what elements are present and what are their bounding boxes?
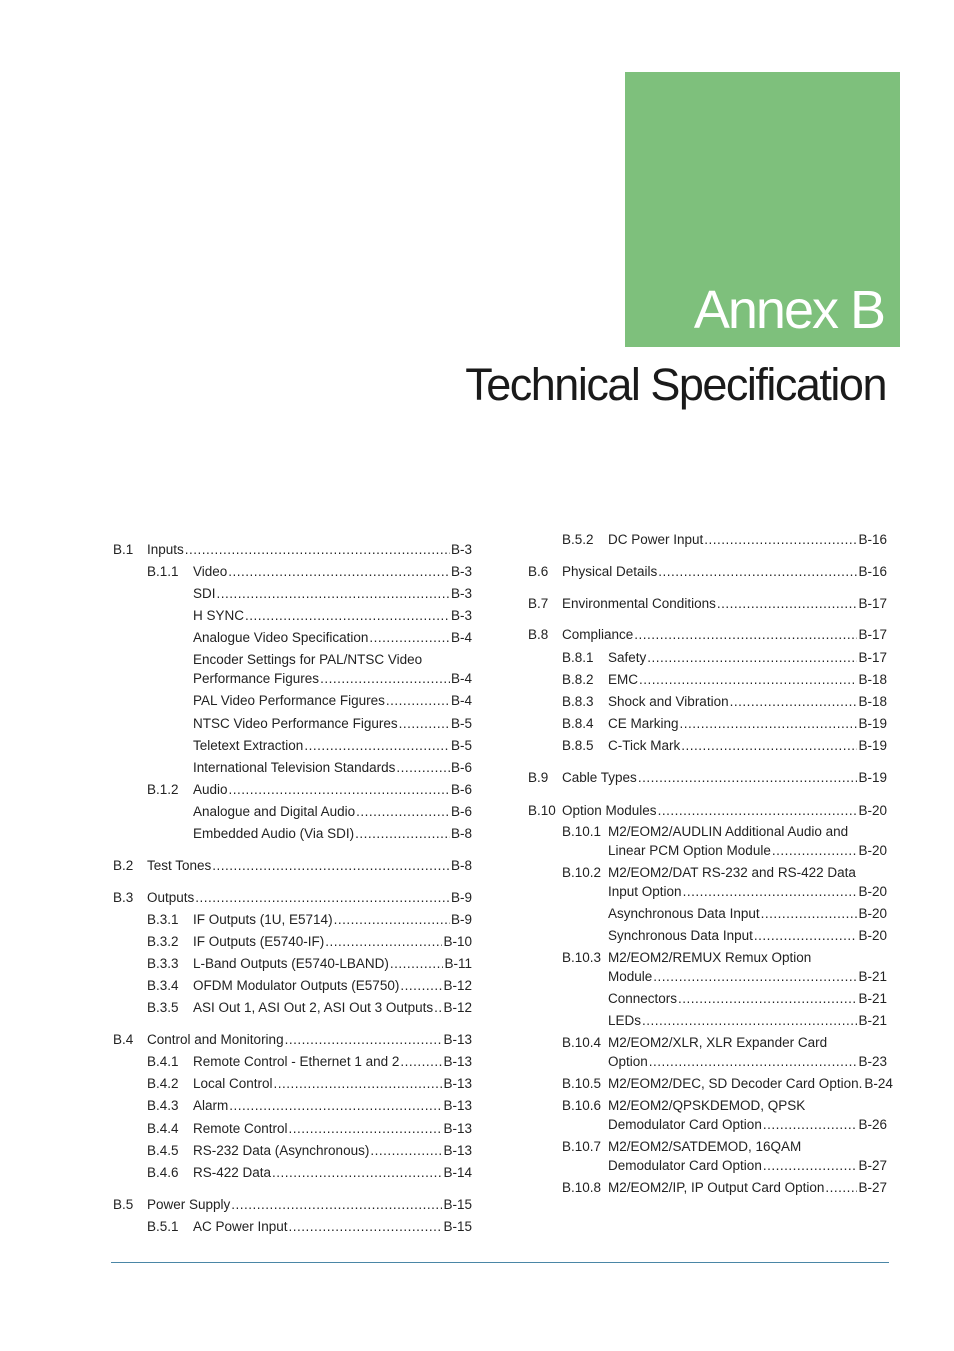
leader-dots (231, 1195, 442, 1214)
toc-entry-body (193, 1096, 472, 1115)
toc-entry-title: M2/EOM2/REMUX Remux Option (608, 950, 812, 965)
toc-entry-page: B-5 (450, 716, 472, 731)
leader-dots (356, 802, 450, 821)
toc-entry-body (193, 736, 472, 755)
leader-dots (390, 954, 444, 973)
toc-entry-body (562, 801, 887, 820)
toc-entry-title: Video (193, 564, 228, 579)
toc-entry-number: B.8.3 (562, 694, 594, 709)
toc-entry-page: B-15 (443, 1197, 472, 1212)
toc-entry-page: B-13 (443, 1054, 472, 1069)
leader-dots (399, 714, 450, 733)
toc-entry-title: M2/EOM2/AUDLIN Additional Audio and (608, 824, 849, 839)
leader-dots (195, 888, 450, 907)
toc-entry-title: M2/EOM2/DEC, SD Decoder Card Option. (608, 1076, 863, 1091)
toc-entry-title: M2/EOM2/XLR, XLR Expander Card (608, 1035, 828, 1050)
toc-entry-number: B.4.2 (147, 1076, 179, 1091)
leader-dots (396, 758, 450, 777)
toc-entry-number: B.8.1 (562, 650, 594, 665)
toc-entry-body (608, 863, 887, 901)
toc-entry-page: B-3 (450, 564, 472, 579)
toc-entry-number: B.4.4 (147, 1121, 179, 1136)
leader-dots (370, 1141, 442, 1160)
toc-entry-title: Local Control (193, 1076, 273, 1091)
toc-entry-title: L-Band Outputs (E5740-LBAND) (193, 956, 389, 971)
toc-entry-title-continued: Module (608, 969, 653, 984)
toc-entry-page: B-27 (858, 1180, 887, 1195)
toc-entry-page: B-17 (858, 650, 887, 665)
toc-entry-body (608, 736, 887, 755)
toc-entry-number: B.8.4 (562, 716, 594, 731)
toc-entry-body (608, 822, 887, 860)
toc-entry-body (193, 584, 472, 603)
toc-entry-body (147, 888, 472, 907)
toc-entry-title: IF Outputs (E5740-IF) (193, 934, 325, 949)
toc-entry-page: B-8 (450, 826, 472, 841)
toc-entry-page: B-19 (858, 716, 887, 731)
toc-entry-body (608, 1096, 887, 1134)
leader-dots (639, 670, 857, 689)
toc-entry-title: Environmental Conditions (562, 596, 716, 611)
toc-entry-title: ASI Out 1, ASI Out 2, ASI Out 3 Outputs (193, 1000, 434, 1015)
toc-entry-title: Audio (193, 782, 228, 797)
toc-entry-page: B-5 (450, 738, 472, 753)
toc-entry-page: B-12 (443, 978, 472, 993)
leader-dots (245, 606, 450, 625)
toc-entry-number: B.3.4 (147, 978, 179, 993)
toc-entry-title: Shock and Vibration (608, 694, 729, 709)
toc-entry-title: CE Marking (608, 716, 679, 731)
toc-entry-title: Asynchronous Data Input (608, 906, 760, 921)
toc-entry-title: Physical Details (562, 564, 658, 579)
toc-entry-page: B-3 (450, 608, 472, 623)
toc-entry-body (193, 954, 472, 973)
leader-dots (217, 584, 450, 603)
toc-entry-number: B.10.8 (562, 1180, 602, 1195)
toc-entry-page: B-17 (858, 627, 887, 642)
toc-entry-number: B.8.5 (562, 738, 594, 753)
toc-entry-title: RS-422 Data (193, 1165, 272, 1180)
toc-entry-body (193, 932, 472, 951)
leader-dots (642, 1011, 857, 1030)
toc-entry-title: Inputs (147, 542, 184, 557)
toc-entry-page: B-13 (443, 1143, 472, 1158)
toc-entry-page: B-8 (450, 858, 472, 873)
toc-entry-body (608, 926, 887, 945)
leader-dots (683, 882, 858, 901)
leader-dots (717, 594, 858, 613)
toc-entry-page: B-16 (858, 564, 887, 579)
toc-entry-title: Remote Control - Ethernet 1 and 2 (193, 1054, 400, 1069)
toc-entry-body (608, 904, 887, 923)
toc-entry-body (193, 691, 472, 710)
toc-entry-body (562, 594, 887, 613)
toc-entry-page: B-16 (858, 532, 887, 547)
toc-entry-number: B.4.6 (147, 1165, 179, 1180)
toc-entry-body (193, 1119, 472, 1138)
toc-entry-body (608, 1011, 887, 1030)
toc-entry-page: B-12 (443, 1000, 472, 1015)
toc-entry-number: B.3 (113, 890, 134, 905)
leader-dots (289, 1119, 443, 1138)
toc-entry-body (608, 989, 887, 1008)
toc-entry-title: Analogue and Digital Audio (193, 804, 356, 819)
leader-dots (369, 628, 450, 647)
toc-entry-body (147, 856, 472, 875)
toc-entry-body (608, 692, 887, 711)
toc-entry-title: RS-232 Data (Asynchronous) (193, 1143, 370, 1158)
toc-entry-number: B.3.1 (147, 912, 179, 927)
toc-entry-title: Power Supply (147, 1197, 231, 1212)
leader-dots (634, 625, 857, 644)
toc-entry-page: B-4 (450, 671, 472, 686)
footer-divider (111, 1262, 889, 1263)
leader-dots (304, 736, 450, 755)
leader-dots (212, 856, 450, 875)
leader-dots (289, 1217, 443, 1236)
leader-dots (763, 1156, 858, 1175)
leader-dots (320, 669, 450, 688)
toc-entry-page: B-20 (858, 843, 887, 858)
toc-entry-title: H SYNC (193, 608, 245, 623)
toc-entry-title: Embedded Audio (Via SDI) (193, 826, 355, 841)
leader-dots (730, 692, 858, 711)
toc-entry-body (147, 1030, 472, 1049)
toc-entry-page: B-20 (858, 803, 887, 818)
toc-entry-title-continued: Demodulator Card Option (608, 1158, 762, 1173)
toc-entry-body (193, 976, 472, 995)
toc-entry-number: B.10.4 (562, 1035, 602, 1050)
toc-entry-title: Control and Monitoring (147, 1032, 284, 1047)
toc-entry-title: NTSC Video Performance Figures (193, 716, 398, 731)
toc-entry-title-continued: Input Option (608, 884, 682, 899)
toc-entry-number: B.3.5 (147, 1000, 179, 1015)
toc-entry-page: B-21 (858, 969, 887, 984)
toc-entry-page: B-26 (858, 1117, 887, 1132)
leader-dots (678, 989, 857, 1008)
leader-dots (229, 1096, 442, 1115)
leader-dots (272, 1163, 442, 1182)
toc-entry-number: B.4.5 (147, 1143, 179, 1158)
toc-entry-body (608, 1033, 887, 1071)
toc-entry-title: LEDs (608, 1013, 642, 1028)
toc-entry-number: B.7 (528, 596, 549, 611)
toc-entry-number: B.5 (113, 1197, 134, 1212)
toc-entry-body (193, 780, 472, 799)
toc-entry-title: OFDM Modulator Outputs (E5750) (193, 978, 400, 993)
toc-entry-page: B-18 (858, 672, 887, 687)
toc-entry-page: B-6 (450, 782, 472, 797)
leader-dots (185, 540, 450, 559)
toc-entry-body (147, 540, 472, 559)
toc-entry-page: B-20 (858, 928, 887, 943)
leader-dots (680, 714, 858, 733)
leader-dots (386, 691, 450, 710)
leader-dots (434, 998, 442, 1017)
toc-entry-body (193, 1163, 472, 1182)
toc-entry-title-continued: Linear PCM Option Module (608, 843, 771, 858)
leader-dots (761, 904, 858, 923)
toc-entry-title: M2/EOM2/IP, IP Output Card Option (608, 1180, 825, 1195)
toc-entry-title: Compliance (562, 627, 634, 642)
leader-dots (285, 1030, 443, 1049)
toc-entry-page: B-21 (858, 1013, 887, 1028)
toc-entry-body (193, 998, 472, 1017)
toc-entry-body (193, 910, 472, 929)
toc-entry-title: DC Power Input (608, 532, 704, 547)
toc-entry-title: PAL Video Performance Figures (193, 693, 385, 708)
toc-entry-number: B.10.7 (562, 1139, 602, 1154)
toc-entry-number: B.8.2 (562, 672, 594, 687)
toc-entry-page: B-3 (450, 542, 472, 557)
leader-dots (638, 768, 858, 787)
toc-entry-title: AC Power Input (193, 1219, 288, 1234)
toc-entry-page: B-13 (443, 1121, 472, 1136)
toc-entry-title-continued: Performance Figures (193, 671, 320, 686)
toc-entry-page: B-20 (858, 906, 887, 921)
toc-entry-number: B.10.5 (562, 1076, 602, 1091)
leader-dots (658, 562, 857, 581)
toc-entry-page: B-3 (450, 586, 472, 601)
annex-banner (625, 72, 900, 347)
toc-entry-title: Outputs (147, 890, 195, 905)
leader-dots (825, 1178, 857, 1197)
toc-entry-page: B-9 (450, 890, 472, 905)
toc-entry-title: M2/EOM2/QPSKDEMOD, QPSK (608, 1098, 806, 1113)
toc-entry-page: B-6 (450, 804, 472, 819)
toc-entry-body (608, 670, 887, 689)
toc-entry-page: B-11 (444, 956, 472, 971)
toc-entry-title: M2/EOM2/DAT RS-232 and RS-422 Data (608, 865, 856, 880)
toc-entry-page: B-13 (443, 1032, 472, 1047)
toc-entry-number: B.3.2 (147, 934, 179, 949)
toc-entry-title: Encoder Settings for PAL/NTSC Video (193, 652, 423, 667)
toc-entry-title: M2/EOM2/SATDEMOD, 16QAM (608, 1139, 802, 1154)
toc-entry-page: B-4 (450, 630, 472, 645)
leader-dots (658, 801, 858, 820)
leader-dots (754, 926, 858, 945)
toc-entry-body (193, 606, 472, 625)
leader-dots (647, 648, 857, 667)
toc-entry-body (608, 714, 887, 733)
toc-entry-number: B.1 (113, 542, 134, 557)
leader-dots (681, 736, 857, 755)
toc-entry-title: EMC (608, 672, 638, 687)
toc-entry-title: Option Modules (562, 803, 657, 818)
leader-dots (704, 530, 857, 549)
toc-entry-number: B.10.6 (562, 1098, 602, 1113)
leader-dots (229, 780, 450, 799)
toc-entry-body (562, 562, 887, 581)
toc-entry-number: B.10.2 (562, 865, 602, 880)
leader-dots (653, 967, 857, 986)
toc-entry-title: Analogue Video Specification (193, 630, 369, 645)
toc-entry-title-continued: Demodulator Card Option (608, 1117, 762, 1132)
toc-entry-number: B.5.2 (562, 532, 594, 547)
toc-entry-body (193, 714, 472, 733)
toc-entry-body (193, 628, 472, 647)
toc-entry-body (147, 1195, 472, 1214)
toc-entry-title: Cable Types (562, 770, 637, 785)
toc-entry-title: International Television Standards (193, 760, 396, 775)
toc-entry-page: B-17 (858, 596, 887, 611)
toc-entry-body (193, 1217, 472, 1236)
toc-entry-title: SDI (193, 586, 216, 601)
toc-entry-title: Safety (608, 650, 647, 665)
toc-entry-page: B-6 (450, 760, 472, 775)
page-title: Technical Specification (465, 359, 886, 410)
toc-entry-page: B-27 (858, 1158, 887, 1173)
toc-entry-number: B.4 (113, 1032, 134, 1047)
toc-entry-number: B.3.3 (147, 956, 179, 971)
toc-entry-body (608, 530, 887, 549)
toc-entry-page: B-9 (450, 912, 472, 927)
toc-entry-title-continued: Option (608, 1054, 648, 1069)
toc-entry-body (193, 1052, 472, 1071)
toc-entry-page: B-13 (443, 1098, 472, 1113)
toc-entry-page: B-10 (443, 934, 472, 949)
leader-dots (763, 1115, 858, 1134)
toc-entry-page: B-15 (443, 1219, 472, 1234)
toc-entry-number: B.10.1 (562, 824, 602, 839)
annex-label: Annex B (693, 280, 884, 340)
leader-dots (649, 1052, 858, 1071)
toc-entry-number: B.2 (113, 858, 134, 873)
leader-dots (400, 976, 442, 995)
toc-entry-title: Test Tones (147, 858, 212, 873)
leader-dots (228, 562, 450, 581)
toc-entry-page: B-14 (443, 1165, 472, 1180)
toc-entry-number: B.4.3 (147, 1098, 179, 1113)
toc-entry-body (608, 1137, 887, 1175)
toc-entry-page: B-21 (858, 991, 887, 1006)
toc-entry-body (608, 948, 887, 986)
toc-entry-body (193, 758, 472, 777)
toc-entry-title: Remote Control (193, 1121, 288, 1136)
toc-entry-title: C-Tick Mark (608, 738, 681, 753)
toc-entry-number: B.4.1 (147, 1054, 179, 1069)
toc-entry-number: B.10.3 (562, 950, 602, 965)
toc-entry-body (562, 768, 887, 787)
toc-entry-body (193, 650, 472, 688)
toc-entry-page: B-19 (858, 770, 887, 785)
leader-dots (355, 824, 450, 843)
toc-entry-number: B.1.2 (147, 782, 179, 797)
toc-entry-title: Connectors (608, 991, 678, 1006)
toc-entry-title: Synchronous Data Input (608, 928, 753, 943)
toc-entry-page: B-4 (450, 693, 472, 708)
toc-entry-title: IF Outputs (1U, E5714) (193, 912, 333, 927)
toc-entry-number: B.10 (528, 803, 556, 818)
toc-entry-title: Alarm (193, 1098, 229, 1113)
toc-entry-page: B-24 (864, 1076, 893, 1091)
toc-entry-number: B.6 (528, 564, 549, 579)
toc-entry-page: B-23 (858, 1054, 887, 1069)
toc-entry-number: B.8 (528, 627, 549, 642)
toc-entry-page: B-19 (858, 738, 887, 753)
toc-entry-number: B.5.1 (147, 1219, 179, 1234)
toc-entry-page: B-18 (858, 694, 887, 709)
leader-dots (274, 1074, 443, 1093)
leader-dots (334, 910, 450, 929)
leader-dots (325, 932, 442, 951)
toc-entry-body (193, 562, 472, 581)
toc-entry-body (608, 648, 887, 667)
toc-entry-number: B.9 (528, 770, 549, 785)
leader-dots (400, 1052, 442, 1071)
toc-entry-body (193, 824, 472, 843)
toc-entry-title: Teletext Extraction (193, 738, 304, 753)
toc-entry-body (193, 1074, 472, 1093)
toc-entry-number: B.1.1 (147, 564, 179, 579)
toc-entry-body (562, 625, 887, 644)
toc-entry-body (608, 1074, 893, 1093)
toc-entry-body (193, 802, 472, 821)
toc-entry-body (193, 1141, 472, 1160)
toc-entry-page: B-20 (858, 884, 887, 899)
toc-entry-page: B-13 (443, 1076, 472, 1091)
leader-dots (772, 841, 858, 860)
toc-entry-body (608, 1178, 887, 1197)
